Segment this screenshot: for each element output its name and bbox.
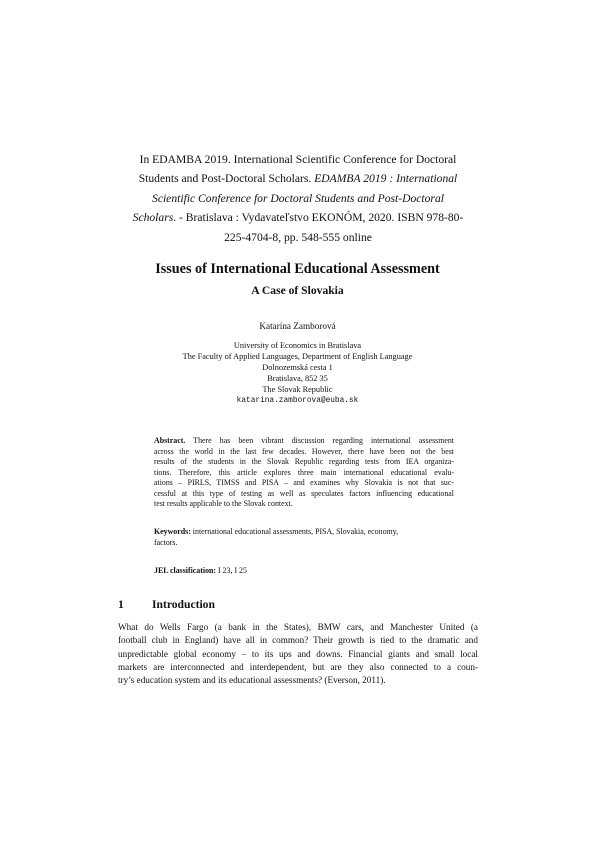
keywords [154,527,454,548]
affiliation-block [60,341,535,406]
paragraph-line: What do Wells Fargo (a bank in the States), BMW cars, and Manchester United (a [118,622,478,632]
citation-line: 225-4704-8, pp. 548-555 online [224,230,372,244]
section-title: Introduction [152,598,215,611]
citation-italic-text: EDAMBA 2019 : International [314,172,458,186]
abstract-line: test results applicable to the Slovak context. [154,499,293,508]
paragraph-line: try’s education system and its educational assessments? (Everson, 2011). [118,675,386,686]
jel-value: I 23, I 25 [216,566,247,575]
abstract-line: results of the students in the Slovak Republic regarding tests from IEA organiza- [154,457,454,466]
affiliation-line: The Faculty of Applied Languages, Department of English Language [182,351,413,361]
citation-line [118,169,478,188]
keywords-label: Keywords: [154,527,191,536]
abstract-line [154,436,454,447]
abstract-line: ations – PIRLS, TIMSS and PISA – and examines why Slovakia is not that suc- [154,478,454,487]
paragraph-line: unpredictable global economy – to its ups and downs. Financial giants and small local [118,648,478,659]
paragraph-line: football club in England) have all in common? Their growth is tied to the dramatic and [118,635,478,646]
abstract [154,436,454,510]
abstract-line: cessful at this type of testing as well as speculates factors influencing educational [154,488,454,498]
affiliation-line: Dolnozemská cesta 1 [262,362,333,372]
paper-subtitle: A Case of Slovakia [251,284,344,297]
abstract-label: Abstract. [154,436,186,445]
section-number: 1 [118,598,124,611]
citation-text: . - Bratislava : Vydavateľstvo EKONÓM, 2020. ISBN 978-80- [173,211,464,225]
abstract-line: across the world in the last few decades. However, there have been not the best [154,446,454,456]
keywords-text: international educational assessments, PISA, Slovakia, economy, [190,527,399,536]
citation-line: Scientific Conference for Doctoral Students and Post-Doctoral [152,191,444,205]
paper-title: Issues of International Educational Assessment [155,261,440,277]
affiliation-line: University of Economics in Bratislava [233,341,362,350]
abstract-text: There has been vibrant discussion regarding international assessment [185,436,454,445]
citation-line [118,208,478,227]
citation-text: Students and Post-Doctoral Scholars. [138,172,315,186]
citation-block [118,150,478,247]
jel-label: JEL classification: [154,566,217,575]
citation-italic-text: Scholars [132,211,174,225]
affiliation-line: The Slovak Republic [262,384,333,394]
affiliation-line: Bratislava, 852 35 [267,373,328,383]
author-name: Katarína Zamborová [259,321,336,331]
author-email: katarina.zamborova@euba.sk [236,396,359,405]
abstract-line: tions. Therefore, this article explores three main international educational evalu- [154,467,454,477]
section-heading [118,597,478,612]
citation-line: In EDAMBA 2019. International Scientific Conference for Doctoral [139,153,457,166]
introduction-paragraph [118,621,478,687]
jel-classification [154,566,454,577]
keywords-line [154,527,454,538]
keywords-line: factors. [154,537,178,547]
paragraph-line: markets are interconnected and interdependent, but are they also connected to a coun- [118,661,478,672]
